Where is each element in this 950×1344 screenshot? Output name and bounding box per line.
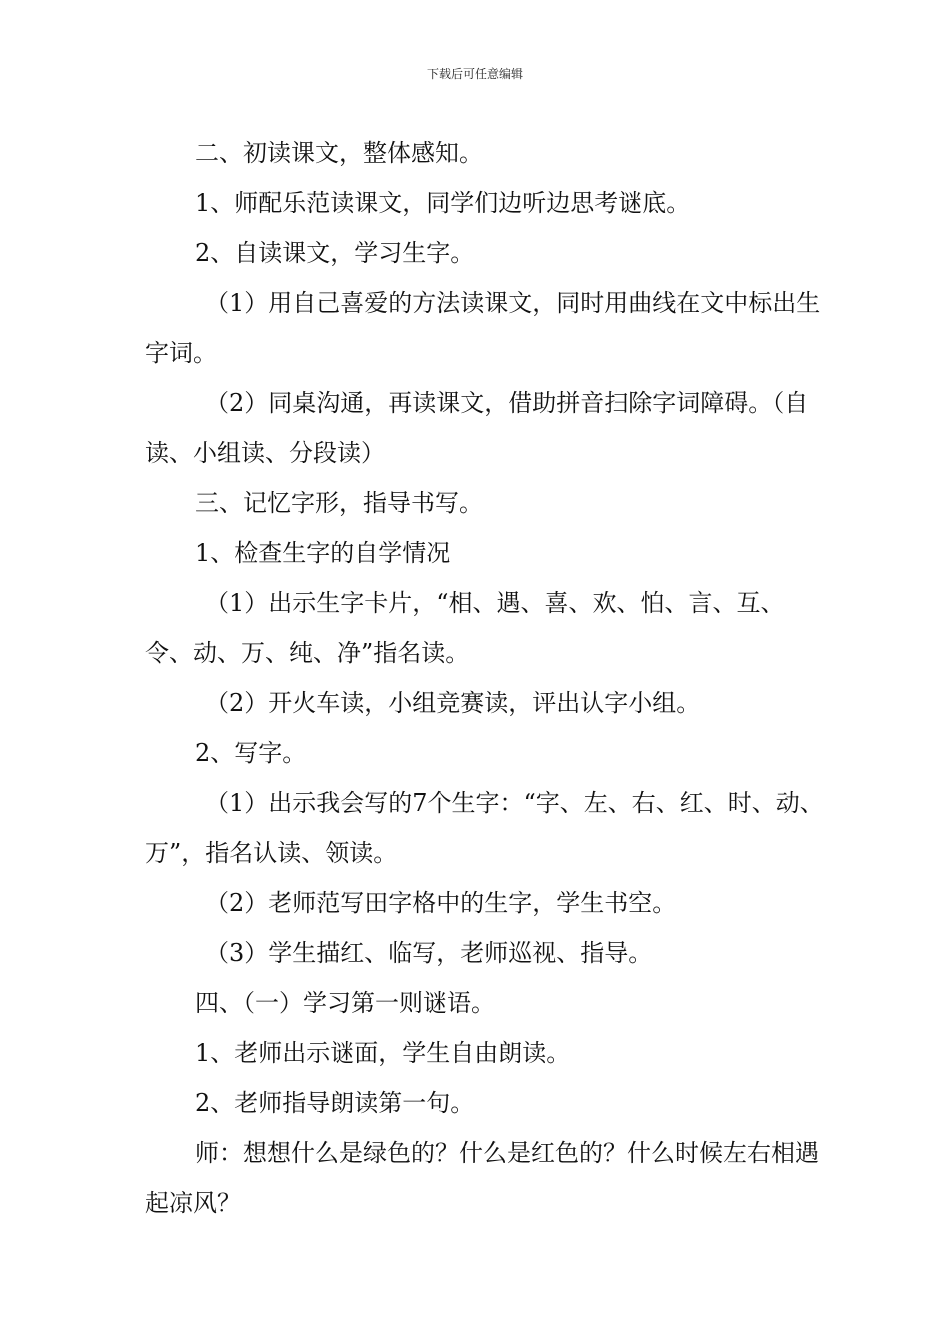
paragraph: 三、记忆字形，指导书写。 [195,489,483,517]
paragraph: 2、写字。 [195,739,307,767]
paragraph: （2）同桌沟通，再读课文，借助拼音扫除字词障碍。（自读、小组读、分段读） [145,389,809,467]
paragraph: （1）出示我会写的7个生字：“字、左、右、红、时、动、万”，指名认读、领读。 [145,789,824,867]
paragraph: 二、初读课文，整体感知。 [195,139,483,167]
paragraph: 1、检查生字的自学情况 [195,539,451,567]
paragraph: 1、师配乐范读课文，同学们边听边思考谜底。 [195,189,691,217]
page-header-note: 下载后可任意编辑 [426,67,523,81]
paragraph: 2、自读课文，学习生字。 [195,239,475,267]
paragraph: 四、（一）学习第一则谜语。 [195,989,495,1017]
paragraph: （1）用自己喜爱的方法读课文，同时用曲线在文中标出生字词。 [145,289,821,367]
paragraph: （2）老师范写田字格中的生字，学生书空。 [205,889,677,917]
paragraph: 2、老师指导朗读第一句。 [195,1089,475,1117]
paragraph: 师：想想什么是绿色的？什么是红色的？什么时候左右相遇起凉风？ [145,1139,819,1217]
paragraph: 1、老师出示谜面，学生自由朗读。 [195,1039,571,1067]
paragraph: （1）出示生字卡片，“相、遇、喜、欢、怕、言、互、令、动、万、纯、净”指名读。 [145,589,785,667]
document-body [145,128,825,1228]
paragraph: （2）开火车读，小组竞赛读，评出认字小组。 [205,689,701,717]
paragraph: （3）学生描红、临写，老师巡视、指导。 [205,939,653,967]
